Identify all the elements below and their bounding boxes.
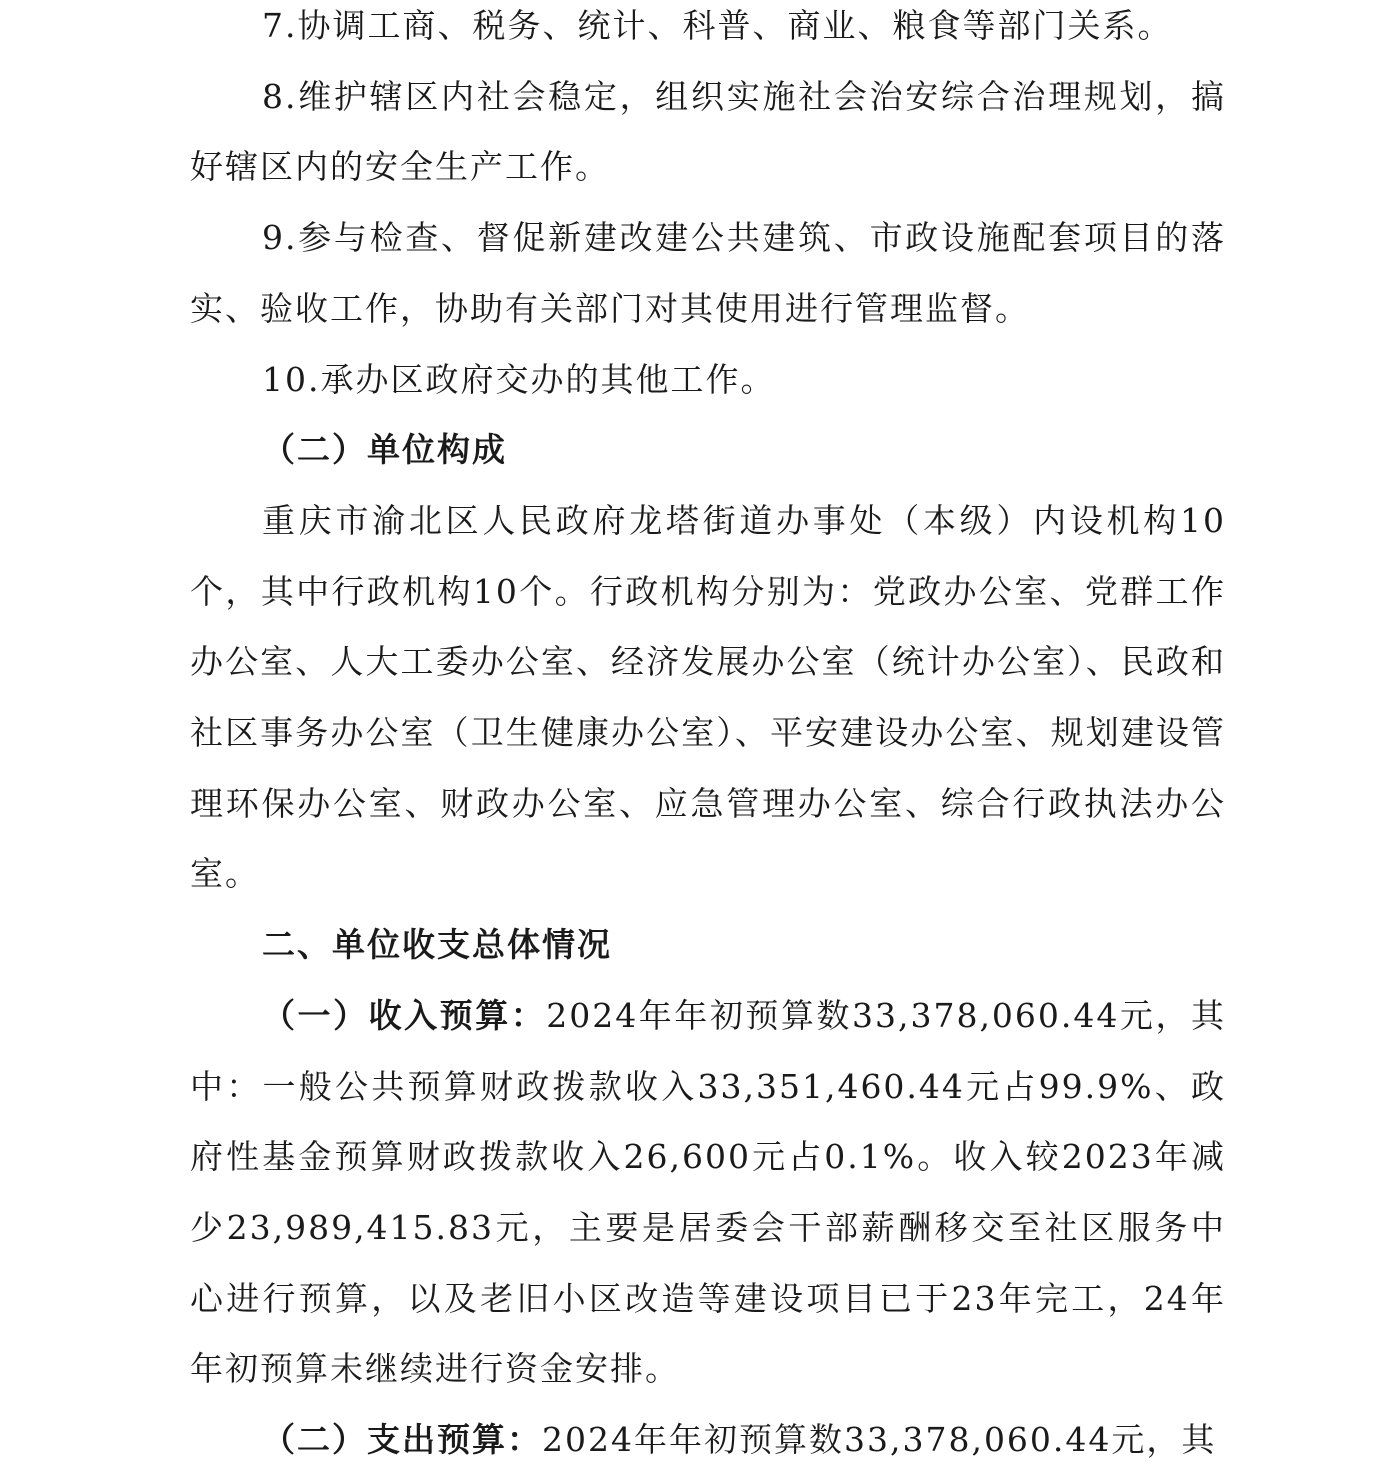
subheading-unit-composition: （二）单位构成 [262,430,507,470]
duty-item-9: 9.参与检查、督促新建改建公共建筑、市政设施配套项目的落实、验收工作，协助有关部门对其使用进行管理监督。 [190,218,1226,328]
income-budget-paragraph [190,981,1226,1405]
income-budget-lead: （一）收入预算： [262,995,547,1035]
duty-item-8: 8.维护辖区内社会稳定，组织实施社会治安综合治理规划，搞好辖区内的安全生产工作。 [190,76,1226,187]
income-budget-text: 2024年年初预算数33,378,060.44元，其中：一般公共预算财政拨款收入33,351,460.44元占99.9%、政府性基金预算财政拨款收入26,600元占0.1%。收入较2023年减少23,989,415.83元，主要是居委会干部薪酬移交至社区服务中心进行预算，以及老旧小区改造等建设项目已于23年完工，24年年初预算未继续进行资金安排。 [190,995,1226,1389]
expense-budget-lead: （二）支出预算： [262,1420,542,1460]
duty-item-7: 7.协调工商、税务、统计、科普、商业、粮食等部门关系。 [262,6,1173,45]
expense-budget-paragraph [190,1405,1226,1476]
expense-budget-text: 2024年年初预算数33,378,060.44元，其 [542,1420,1217,1460]
duty-item-10: 10.承办区政府交办的其他工作。 [262,359,776,399]
section-heading-budget-overview: 二、单位收支总体情况 [262,925,612,965]
unit-composition-paragraph: 重庆市渝北区人民政府龙塔街道办事处（本级）内设机构10个，其中行政机构10个。行政机构分别为：党政办公室、党群工作办公室、人大工委办公室、经济发展办公室（统计办公室）、民政和社区事务办公室（卫生健康办公室）、平安建设办公室、规划建设管理环保办公室、财政办公室、应急管理办公室、综合行政执法办公室。 [190,500,1226,894]
document-body [190,0,1226,1476]
